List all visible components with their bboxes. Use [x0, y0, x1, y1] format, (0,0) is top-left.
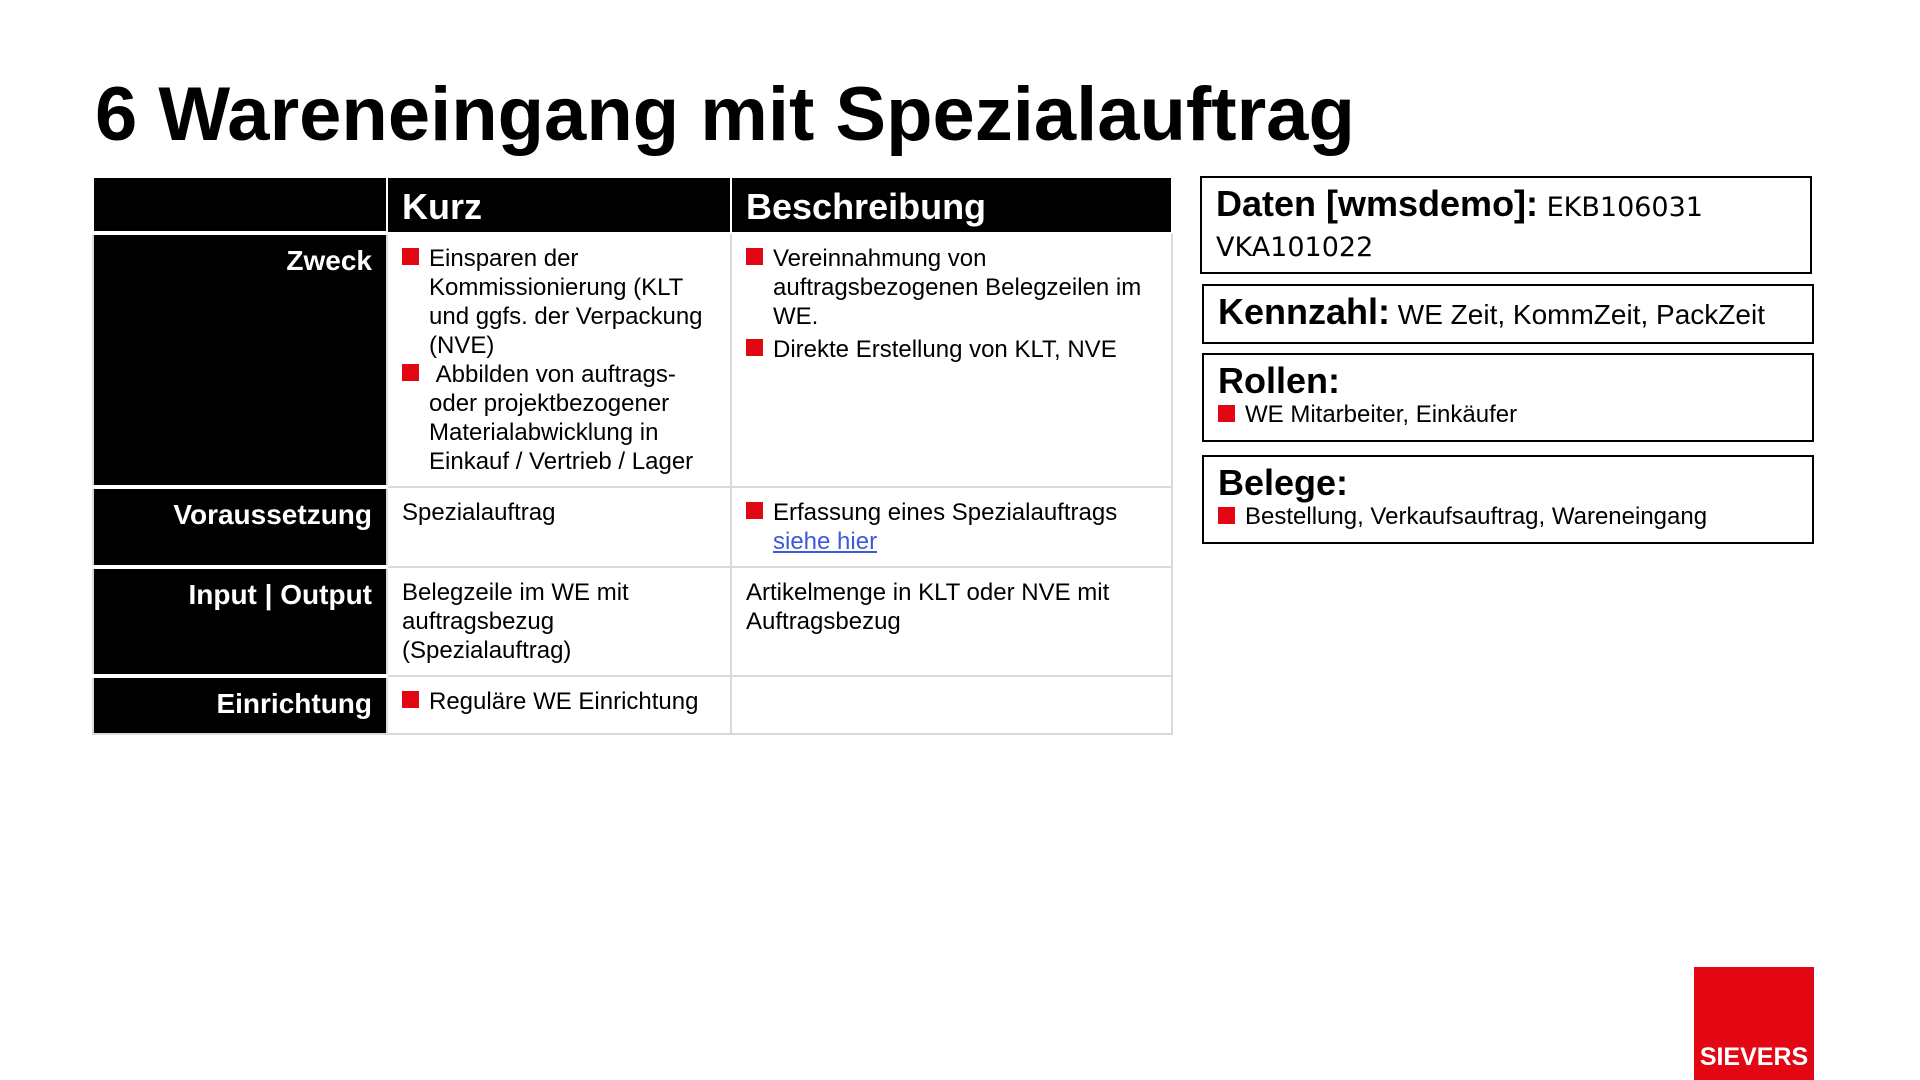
io-beschreibung-cell: Artikelmenge in KLT oder NVE mit Auftragsbezug — [731, 567, 1172, 676]
daten-box — [1200, 176, 1812, 274]
siehe-hier-link[interactable]: siehe hier — [773, 528, 878, 555]
voraussetzung-beschreibung-cell — [731, 487, 1172, 567]
kennzahl-heading: Kennzahl: — [1218, 291, 1391, 332]
kennzahl-value: WE Zeit, KommZeit, PackZeit — [1390, 299, 1765, 330]
kennzahl-box — [1202, 284, 1814, 344]
voraussetzung-kurz-cell: Spezialauftrag — [387, 487, 731, 567]
table-row — [93, 233, 1172, 487]
zweck-beschreibung-list — [746, 244, 1157, 364]
list-item: Reguläre WE Einrichtung — [402, 687, 716, 716]
einrichtung-list — [402, 687, 716, 716]
rollen-list — [1218, 401, 1798, 429]
row-label-input-output: Input | Output — [93, 567, 387, 676]
belege-box — [1202, 455, 1814, 544]
list-item: Einsparen der Kommissionierung (KLT und ggfs. der Verpackung (NVE) — [402, 244, 716, 360]
header-kurz: Kurz — [387, 177, 731, 233]
voraussetzung-list — [746, 498, 1157, 556]
rollen-box — [1202, 353, 1814, 442]
list-item: Direkte Erstellung von KLT, NVE — [746, 335, 1157, 364]
rollen-heading: Rollen: — [1218, 360, 1340, 401]
list-item: Bestellung, Verkaufsauftrag, Wareneingang — [1218, 503, 1798, 531]
row-label-einrichtung: Einrichtung — [93, 676, 387, 734]
list-item — [746, 498, 1157, 556]
io-kurz-cell: Belegzeile im WE mit auftragsbezug (Spezialauftrag) — [387, 567, 731, 676]
logo-text: SIEVERS — [1699, 1043, 1809, 1071]
belege-list — [1218, 503, 1798, 531]
sievers-logo — [1694, 967, 1814, 1080]
list-item: WE Mitarbeiter, Einkäufer — [1218, 401, 1798, 429]
overview-table — [92, 176, 1173, 735]
page-title: 6 Wareneingang mit Spezialauftrag — [95, 72, 1355, 157]
zweck-beschreibung-cell — [731, 233, 1172, 487]
zweck-kurz-list — [402, 244, 716, 476]
zweck-kurz-cell — [387, 233, 731, 487]
daten-value: EKB106031 VKA101022 — [1216, 192, 1703, 263]
einrichtung-kurz-cell — [387, 676, 731, 734]
header-empty-cell — [93, 177, 387, 233]
list-item: Vereinnahmung von auftragsbezogenen Belegzeilen im WE. — [746, 244, 1157, 331]
table-row — [93, 567, 1172, 676]
table-header-row — [93, 177, 1172, 233]
list-item: Abbilden von auftrags- oder projektbezogener Materialabwicklung in Einkauf / Vertrieb / Lager — [402, 360, 716, 476]
header-beschreibung: Beschreibung — [731, 177, 1172, 233]
table-row — [93, 676, 1172, 734]
daten-heading: Daten [wmsdemo]: — [1216, 183, 1539, 224]
voraussetzung-text: Erfassung eines Spezialauftrags — [773, 499, 1118, 526]
row-label-zweck: Zweck — [93, 233, 387, 487]
row-label-voraussetzung: Voraussetzung — [93, 487, 387, 567]
table-row — [93, 487, 1172, 567]
belege-heading: Belege: — [1218, 462, 1349, 503]
einrichtung-beschreibung-cell — [731, 676, 1172, 734]
